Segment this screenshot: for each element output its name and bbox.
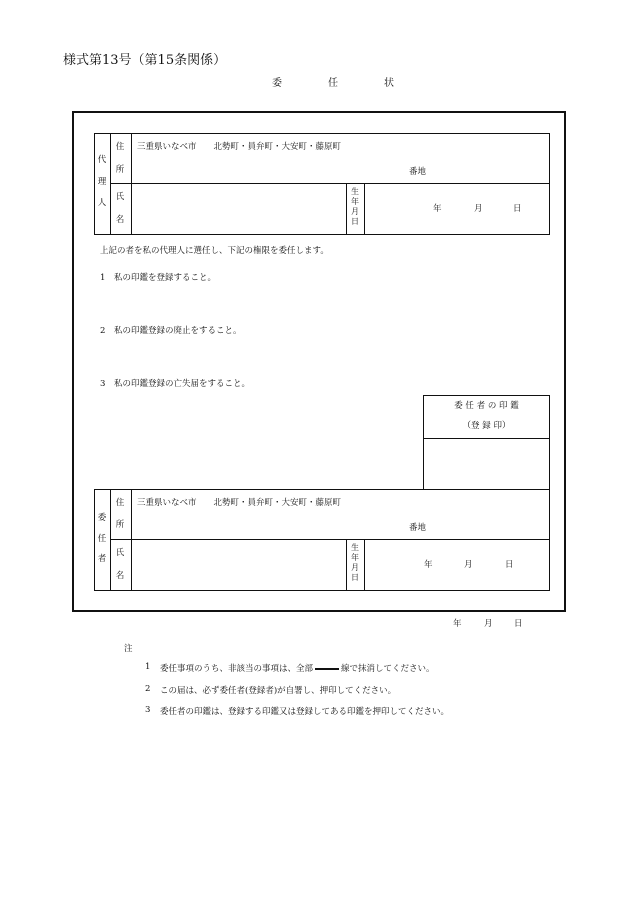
agent-address-label-2: 所 xyxy=(115,165,125,175)
agent-dob-year: 年 xyxy=(433,204,442,214)
item-1-number: 1 xyxy=(100,273,106,283)
date-day: 日 xyxy=(514,619,523,629)
agent-role-label-1: 代 xyxy=(97,155,107,165)
item-3-number: 3 xyxy=(100,379,106,389)
principal-role-label-3: 者 xyxy=(97,554,107,564)
agent-name-label-2: 名 xyxy=(115,215,125,225)
note-2-number: 2 xyxy=(145,684,151,694)
principal-dob-month: 月 xyxy=(464,560,473,570)
agent-dob-day: 日 xyxy=(513,204,522,214)
form-number: 様式第13号（第15条関係） xyxy=(63,53,227,68)
strike-line-sample xyxy=(315,668,339,670)
principal-dob-label-1: 生 xyxy=(351,543,359,552)
agent-role-label-2: 理 xyxy=(97,177,107,187)
agent-dob-label-3: 月 xyxy=(351,207,359,216)
agent-address-value: 三重県いなべ市 北勢町・員弁町・大安町・藤原町 xyxy=(137,142,342,152)
note-1-text-before: 委任事項のうち、非該当の事項は、全部 xyxy=(160,664,314,674)
date-year: 年 xyxy=(453,619,462,629)
principal-role-label-2: 任 xyxy=(97,534,107,544)
principal-address-label-1: 住 xyxy=(115,498,125,508)
seal-stamp-area[interactable] xyxy=(425,440,548,488)
agent-dob-label-2: 年 xyxy=(351,197,359,206)
note-1-text xyxy=(160,662,435,674)
agent-role-label-3: 人 xyxy=(97,198,107,208)
principal-dob-label-2: 年 xyxy=(351,553,359,562)
agent-dob-label-4: 日 xyxy=(351,217,359,226)
seal-box-subtitle: （登 録 印） xyxy=(462,421,511,431)
date-month: 月 xyxy=(484,619,493,629)
principal-name-label-2: 名 xyxy=(115,571,125,581)
principal-dob-label-4: 日 xyxy=(351,573,359,582)
note-3-number: 3 xyxy=(145,705,151,715)
agent-dob-month: 月 xyxy=(474,204,483,214)
principal-role-label-1: 委 xyxy=(97,513,107,523)
delegation-intro: 上記の者を私の代理人に選任し、下記の権限を委任します。 xyxy=(100,246,329,256)
principal-address-label-2: 所 xyxy=(115,520,125,530)
principal-dob-day: 日 xyxy=(505,560,514,570)
item-1-text: 私の印鑑を登録すること。 xyxy=(114,273,217,283)
note-3-text: 委任者の印鑑は、登録する印鑑又は登録してある印鑑を押印してください。 xyxy=(160,707,450,717)
item-3-text: 私の印鑑登録の亡失届をすること。 xyxy=(114,379,251,389)
agent-name-label-1: 氏 xyxy=(115,192,125,202)
principal-address-value: 三重県いなべ市 北勢町・員弁町・大安町・藤原町 xyxy=(137,498,342,508)
agent-name-field[interactable] xyxy=(133,186,343,232)
document-title: 委 任 状 xyxy=(272,78,412,89)
agent-address-label-1: 住 xyxy=(115,142,125,152)
principal-dob-year: 年 xyxy=(424,560,433,570)
principal-name-field[interactable] xyxy=(133,542,343,588)
item-2-text: 私の印鑑登録の廃止をすること。 xyxy=(114,326,242,336)
agent-address-banchi: 番地 xyxy=(409,167,427,177)
agent-dob-label-1: 生 xyxy=(351,187,359,196)
principal-name-label-1: 氏 xyxy=(115,548,125,558)
item-2-number: 2 xyxy=(100,326,106,336)
principal-dob-label-3: 月 xyxy=(351,563,359,572)
principal-address-banchi: 番地 xyxy=(409,523,427,533)
note-2-text: この届は、必ず委任者(登録者)が自署し、押印してください。 xyxy=(160,686,397,696)
seal-box-title: 委 任 者 の 印 鑑 xyxy=(454,401,519,411)
note-1-number: 1 xyxy=(145,662,151,672)
note-1-text-after: 線で抹消してください。 xyxy=(341,664,435,674)
notes-heading: 注 xyxy=(124,644,133,654)
